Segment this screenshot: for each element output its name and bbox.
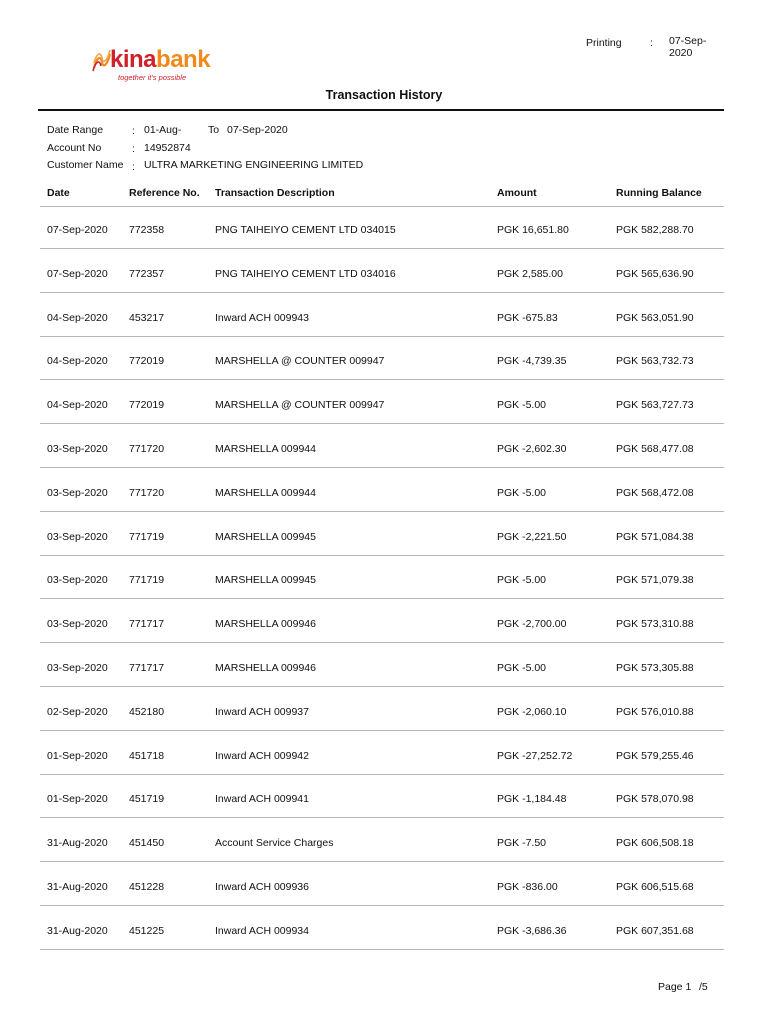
row-balance: PGK 568,472.08 bbox=[616, 487, 694, 499]
row-description: Inward ACH 009943 bbox=[215, 312, 309, 324]
title-divider bbox=[38, 109, 724, 111]
row-date: 04-Sep-2020 bbox=[47, 399, 108, 411]
row-description: PNG TAIHEIYO CEMENT LTD 034016 bbox=[215, 268, 396, 280]
row-divider bbox=[40, 730, 724, 731]
row-balance: PGK 573,310.88 bbox=[616, 618, 694, 630]
row-date: 03-Sep-2020 bbox=[47, 531, 108, 543]
row-date: 03-Sep-2020 bbox=[47, 487, 108, 499]
customer-name-value: ULTRA MARKETING ENGINEERING LIMITED bbox=[144, 159, 364, 171]
row-divider bbox=[40, 248, 724, 249]
row-balance: PGK 606,515.68 bbox=[616, 881, 694, 893]
row-date: 01-Sep-2020 bbox=[47, 793, 108, 805]
row-balance: PGK 576,010.88 bbox=[616, 706, 694, 718]
row-reference: 771720 bbox=[129, 487, 165, 499]
row-amount: PGK 16,651.80 bbox=[497, 224, 569, 236]
row-description: Inward ACH 009941 bbox=[215, 793, 309, 805]
account-no-value: 14952874 bbox=[144, 142, 191, 154]
row-description: MARSHELLA 009944 bbox=[215, 487, 316, 499]
row-divider bbox=[40, 423, 724, 424]
row-amount: PGK -3,686.36 bbox=[497, 925, 567, 937]
row-date: 31-Aug-2020 bbox=[47, 925, 108, 937]
row-balance: PGK 606,508.18 bbox=[616, 837, 694, 849]
kinabank-wave-icon bbox=[92, 50, 112, 72]
row-description: MARSHELLA 009946 bbox=[215, 618, 316, 630]
row-date: 02-Sep-2020 bbox=[47, 706, 108, 718]
row-reference: 771717 bbox=[129, 618, 165, 630]
row-balance: PGK 582,288.70 bbox=[616, 224, 694, 236]
row-divider bbox=[40, 555, 724, 556]
brand-tagline: together it's possible bbox=[118, 73, 187, 82]
customer-name-colon: : bbox=[132, 161, 135, 173]
row-date: 07-Sep-2020 bbox=[47, 224, 108, 236]
row-description: Account Service Charges bbox=[215, 837, 334, 849]
row-balance: PGK 578,070.98 bbox=[616, 793, 694, 805]
row-reference: 772358 bbox=[129, 224, 165, 236]
brand-name-part2: bank bbox=[156, 46, 211, 73]
row-date: 03-Sep-2020 bbox=[47, 662, 108, 674]
date-range-label: Date Range bbox=[47, 124, 104, 136]
row-reference: 452180 bbox=[129, 706, 165, 718]
header-reference: Reference No. bbox=[129, 187, 200, 199]
row-balance: PGK 563,051.90 bbox=[616, 312, 694, 324]
row-divider bbox=[40, 686, 724, 687]
row-date: 03-Sep-2020 bbox=[47, 574, 108, 586]
row-reference: 451718 bbox=[129, 750, 165, 762]
row-balance: PGK 573,305.88 bbox=[616, 662, 694, 674]
row-balance: PGK 568,477.08 bbox=[616, 443, 694, 455]
row-amount: PGK -2,221.50 bbox=[497, 531, 567, 543]
header-date: Date bbox=[47, 187, 70, 199]
row-amount: PGK -5.00 bbox=[497, 662, 547, 674]
row-balance: PGK 565,636.90 bbox=[616, 268, 694, 280]
row-date: 03-Sep-2020 bbox=[47, 618, 108, 630]
row-reference: 451719 bbox=[129, 793, 165, 805]
row-amount: PGK -5.00 bbox=[497, 487, 547, 499]
row-reference: 453217 bbox=[129, 312, 165, 324]
row-divider bbox=[40, 774, 724, 775]
row-description: MARSHELLA @ COUNTER 009947 bbox=[215, 355, 385, 367]
printing-colon: : bbox=[650, 37, 653, 49]
row-description: MARSHELLA 009945 bbox=[215, 531, 316, 543]
account-no-colon: : bbox=[132, 143, 135, 155]
row-amount: PGK -5.00 bbox=[497, 574, 547, 586]
header-amount: Amount bbox=[497, 187, 537, 199]
customer-name-label: Customer Name bbox=[47, 159, 124, 171]
row-date: 31-Aug-2020 bbox=[47, 837, 108, 849]
row-date: 04-Sep-2020 bbox=[47, 355, 108, 367]
row-balance: PGK 607,351.68 bbox=[616, 925, 694, 937]
row-divider bbox=[40, 467, 724, 468]
row-divider bbox=[40, 511, 724, 512]
row-balance: PGK 563,732.73 bbox=[616, 355, 694, 367]
row-reference: 771719 bbox=[129, 574, 165, 586]
date-range-colon: : bbox=[132, 125, 135, 137]
page-total: /5 bbox=[699, 981, 708, 993]
row-description: MARSHELLA @ COUNTER 009947 bbox=[215, 399, 385, 411]
row-balance: PGK 571,079.38 bbox=[616, 574, 694, 586]
row-description: PNG TAIHEIYO CEMENT LTD 034015 bbox=[215, 224, 396, 236]
row-amount: PGK 2,585.00 bbox=[497, 268, 563, 280]
row-amount: PGK -2,700.00 bbox=[497, 618, 567, 630]
row-description: Inward ACH 009937 bbox=[215, 706, 309, 718]
row-description: MARSHELLA 009944 bbox=[215, 443, 316, 455]
row-amount: PGK -7.50 bbox=[497, 837, 547, 849]
row-description: Inward ACH 009942 bbox=[215, 750, 309, 762]
kinabank-logo bbox=[92, 47, 222, 87]
row-divider bbox=[40, 861, 724, 862]
printing-label: Printing bbox=[586, 37, 622, 49]
date-range-to: 07-Sep-2020 bbox=[227, 124, 288, 136]
printing-date: 07-Sep-2020 bbox=[669, 35, 707, 59]
row-description: Inward ACH 009934 bbox=[215, 925, 309, 937]
page-title: Transaction History bbox=[325, 88, 443, 102]
row-reference: 772357 bbox=[129, 268, 165, 280]
row-divider bbox=[40, 905, 724, 906]
row-reference: 451225 bbox=[129, 925, 165, 937]
brand-name bbox=[110, 47, 210, 73]
row-balance: PGK 579,255.46 bbox=[616, 750, 694, 762]
page-number: Page 1 bbox=[658, 981, 692, 993]
row-description: MARSHELLA 009945 bbox=[215, 574, 316, 586]
row-description: MARSHELLA 009946 bbox=[215, 662, 316, 674]
row-divider bbox=[40, 379, 724, 380]
row-amount: PGK -836.00 bbox=[497, 881, 558, 893]
row-reference: 771719 bbox=[129, 531, 165, 543]
date-range-from: 01-Aug- bbox=[144, 124, 182, 136]
row-divider bbox=[40, 949, 724, 950]
account-no-label: Account No bbox=[47, 142, 102, 154]
header-balance: Running Balance bbox=[616, 187, 702, 199]
row-date: 04-Sep-2020 bbox=[47, 312, 108, 324]
row-amount: PGK -5.00 bbox=[497, 399, 547, 411]
row-date: 01-Sep-2020 bbox=[47, 750, 108, 762]
row-divider bbox=[40, 598, 724, 599]
header-divider bbox=[40, 206, 724, 207]
row-divider bbox=[40, 292, 724, 293]
row-date: 31-Aug-2020 bbox=[47, 881, 108, 893]
brand-name-part1: kina bbox=[110, 46, 157, 73]
row-reference: 772019 bbox=[129, 355, 165, 367]
row-reference: 771720 bbox=[129, 443, 165, 455]
row-reference: 771717 bbox=[129, 662, 165, 674]
row-amount: PGK -2,060.10 bbox=[497, 706, 567, 718]
row-divider bbox=[40, 642, 724, 643]
row-divider bbox=[40, 817, 724, 818]
row-amount: PGK -4,739.35 bbox=[497, 355, 567, 367]
row-reference: 451228 bbox=[129, 881, 165, 893]
row-amount: PGK -1,184.48 bbox=[497, 793, 567, 805]
header-description: Transaction Description bbox=[215, 187, 335, 199]
row-balance: PGK 563,727.73 bbox=[616, 399, 694, 411]
row-date: 07-Sep-2020 bbox=[47, 268, 108, 280]
date-range-to-label: To bbox=[208, 124, 220, 136]
row-amount: PGK -675.83 bbox=[497, 312, 558, 324]
row-amount: PGK -2,602.30 bbox=[497, 443, 567, 455]
row-date: 03-Sep-2020 bbox=[47, 443, 108, 455]
row-description: Inward ACH 009936 bbox=[215, 881, 309, 893]
row-divider bbox=[40, 336, 724, 337]
row-reference: 772019 bbox=[129, 399, 165, 411]
row-amount: PGK -27,252.72 bbox=[497, 750, 573, 762]
row-reference: 451450 bbox=[129, 837, 165, 849]
row-balance: PGK 571,084.38 bbox=[616, 531, 694, 543]
